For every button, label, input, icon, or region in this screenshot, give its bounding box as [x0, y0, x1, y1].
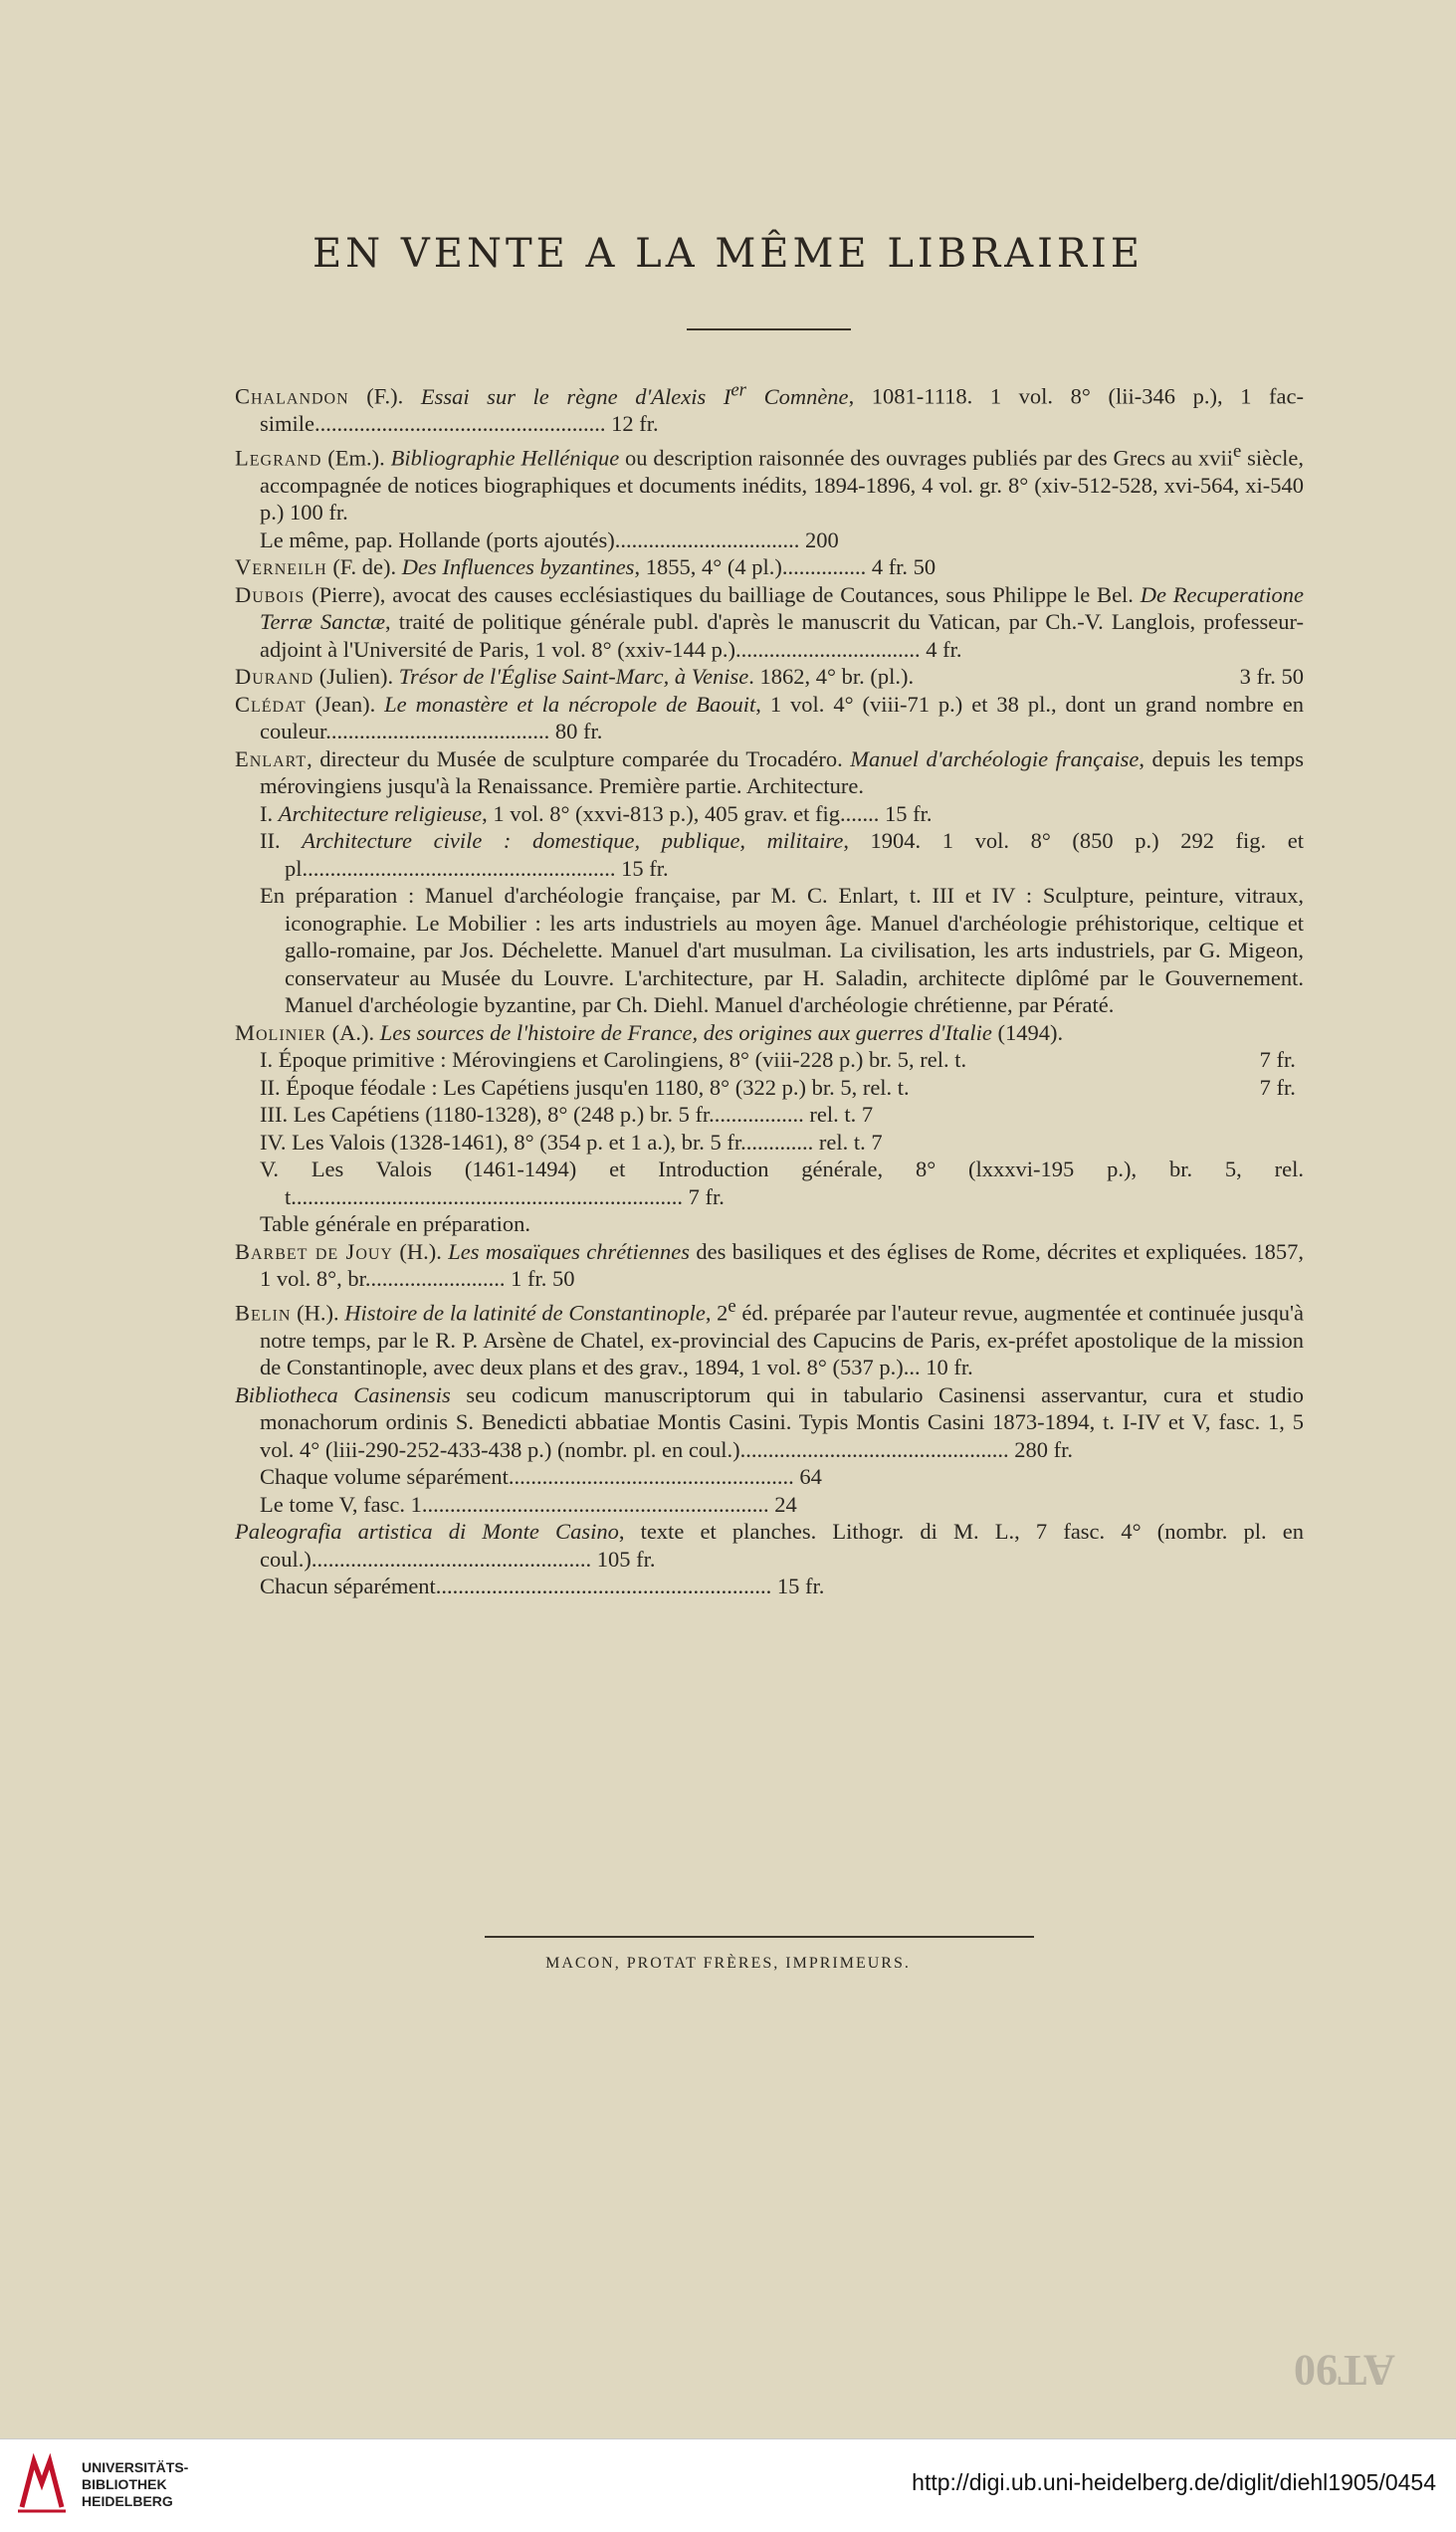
catalog-subentry: V. Les Valois (1461-1494) et Introduction générale, 8° (lxxxvi-195 p.), br. 5, rel. t...................................................................... 7 fr.	[260, 1157, 1304, 1209]
catalog-subentry: I. Époque primitive : Mérovingiens et Carolingiens, 8° (viii-228 p.) br. 5, rel. t. 7 fr.	[260, 1047, 1296, 1072]
university-logo-icon	[16, 2453, 68, 2513]
catalog-entry: Paleografia artistica di Monte Casino, texte et planches. Lithogr. di M. L., 7 fasc. 4° (nombr. pl. en coul.).................................................. 105 fr.	[235, 1519, 1304, 1572]
catalog-subentry: Le même, pap. Hollande (ports ajoutés)................................. 200	[260, 527, 839, 552]
catalog-subentry: II. Architecture civile : domestique, publique, militaire, 1904. 1 vol. 8° (850 p.) 292 fig. et pl........................................................ 15 fr.	[260, 828, 1304, 881]
catalog-subentry: En préparation : Manuel d'archéologie française, par M. C. Enlart, t. III et IV : Sculpture, peinture, vitraux, iconographie. Le Mobilier : les arts industriels au moyen âge. Manuel d'archéologie préhistorique, celtique et gallo-romaine, par Jos. Déchelette. Manuel d'art musulman. La civilisation, les arts industriels, par G. Migeon, conservateur au Musée du Louvre. L'architecture, par H. Saladin, architecte diplômé par le Gouvernement. Manuel d'archéologie byzantine, par Ch. Diehl. Manuel d'archéologie chrétienne, par Pératé.	[260, 883, 1304, 1017]
library-stamp: AT90	[1294, 2346, 1395, 2395]
catalog-entry: Bibliotheca Casinensis seu codicum manuscriptorum qui in tabulario Casinensi asservantur, cura et studio monachorum ordinis S. Benedicti abbatiae Montis Casini. Typis Montis Casini 1873-1894, t. I-IV et V, fasc. 1, 5 vol. 4° (liii-290-252-433-438 p.) (nombr. pl. en coul.)................................................ 280 fr.	[235, 1381, 1304, 1462]
bottom-rule	[485, 1936, 1034, 1938]
catalog-entry: Belin (H.). Histoire de la latinité de Constantinople, 2e éd. préparée par l'auteur revue, augmentée et continuée jusqu'à notre temps, par le R. P. Arsène de Chatel, ex-provincial des Capucins de Paris, ex-préfet apostolique de la mission de Constantinople, avec deux plans et des grav., 1894, 1 vol. 8° (537 p.)... 10 fr.	[235, 1295, 1304, 1379]
catalog-list	[235, 376, 1304, 1600]
catalog-entry: Legrand (Em.). Bibliographie Hellénique ou description raisonnée des ouvrages publiés par des Grecs au xvii$^e$ siècle, accompagnée de notices biographiques et documents inédits, 1894-1896, 4 vol. gr. 8° (xiv-512-528, xvi-564, xi-540 p.) 100 fr.	[235, 440, 1304, 525]
catalog-entry: Clédat (Jean). Le monastère et la nécropole de Baouit, 1 vol. 4° (viii-71 p.) et 38 pl., dont un grand nombre en couleur........................................ 80 fr.	[235, 691, 1304, 743]
catalog-subentry: I. Architecture religieuse, 1 vol. 8° (xxvi-813 p.), 405 grav. et fig....... 15 fr.	[260, 800, 933, 826]
catalog-subentry: III. Les Capétiens (1180-1328), 8° (248 p.) br. 5 fr................. rel. t. 7	[260, 1102, 874, 1127]
catalog-subentry: II. Époque féodale : Les Capétiens jusqu'en 1180, 8° (322 p.) br. 5, rel. t. 7 fr.	[260, 1074, 1296, 1100]
catalog-subentry: Table générale en préparation.	[260, 1211, 531, 1236]
permalink[interactable]: http://digi.ub.uni-heidelberg.de/diglit/diehl1905/0454	[912, 2469, 1436, 2495]
catalog-entry: Durand (Julien). Trésor de l'Église Saint-Marc, à Venise. 1862, 4° br. (pl.). 3 fr. 50	[235, 664, 1304, 689]
printer-imprint: MACON, PROTAT FRÈRES, IMPRIMEURS.	[545, 1955, 911, 1972]
catalog-entry: Molinier (A.). Les sources de l'histoire de France, des origines aux guerres d'Italie (1494).	[235, 1019, 1064, 1045]
catalog-entry: Enlart, directeur du Musée de sculpture comparée du Trocadéro. Manuel d'archéologie française, depuis les temps mérovingiens jusqu'à la Renaissance. Première partie. Architecture.	[235, 745, 1305, 798]
heading-rule	[687, 328, 851, 330]
page-heading: EN VENTE A LA MÊME LIBRAIRIE	[312, 231, 1144, 277]
catalog-entry: Dubois (Pierre), avocat des causes ecclésiastiques du bailliage de Coutances, sous Philippe le Bel. De Recuperatione Terræ Sanctæ, traité de politique générale publ. d'après le manuscrit du Vatican, par Ch.-V. Langlois, professeur-adjoint à l'Université de Paris, 1 vol. 8° (xxiv-144 p.)................................. 4 fr.	[235, 581, 1305, 662]
catalog-subentry: Le tome V, fasc. 1.............................................................. 24	[260, 1491, 797, 1517]
catalog-entry: Barbet de Jouy (H.). Les mosaïques chrétiennes des basiliques et des églises de Rome, décrites et expliquées. 1857, 1 vol. 8°, br......................... 1 fr. 50	[235, 1238, 1305, 1291]
catalog-entry: Verneilh (F. de). Des Influences byzantines, 1855, 4° (4 pl.)............... 4 fr. 50	[235, 554, 936, 579]
catalog-subentry: Chacun séparément............................................................ 15 fr.	[260, 1574, 825, 1598]
catalog-entry: Chalandon (F.). Essai sur le règne d'Alexis Ier Comnène, 1081-1118. 1 vol. 8° (lii-346 p.), 1 fac-simile.................................................... 12 fr.	[235, 379, 1304, 436]
catalog-subentry: IV. Les Valois (1328-1461), 8° (354 p. et 1 a.), br. 5 fr............. rel. t. 7	[260, 1129, 883, 1155]
viewer-footer	[0, 2438, 1456, 2532]
university-logo-text: UNIVERSITÄTS- BIBLIOTHEK HEIDELBERG	[82, 2459, 189, 2509]
catalog-subentry: Chaque volume séparément................................................... 64	[260, 1464, 822, 1489]
